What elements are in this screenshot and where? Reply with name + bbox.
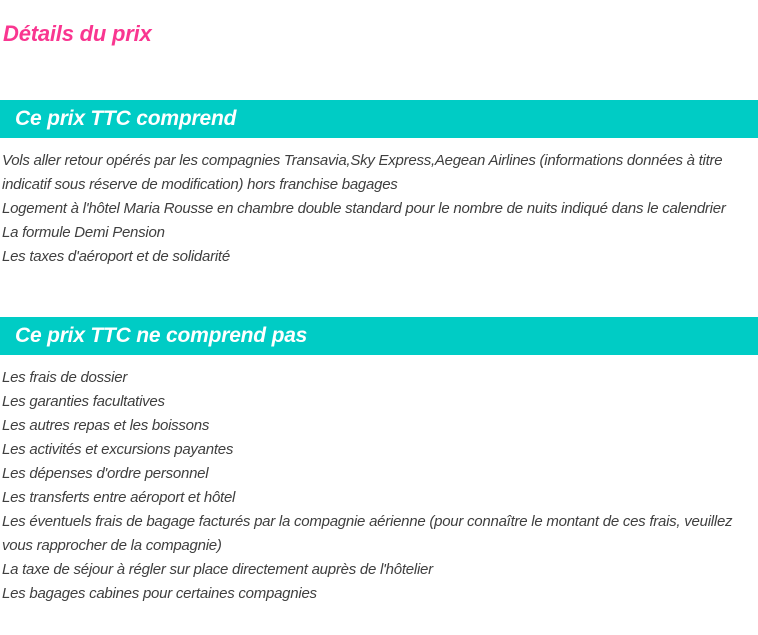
included-list (0, 138, 758, 269)
list-item: Les frais de dossier (2, 369, 128, 386)
list-item: La formule Demi Pension (2, 224, 165, 241)
list-item: Les taxes d'aéroport et de solidarité (2, 248, 230, 265)
list-item: Les garanties facultatives (2, 393, 165, 410)
page-title: Détails du prix (3, 21, 152, 46)
list-item: Vols aller retour opérés par les compagnies Transavia,Sky Express,Aegean Airlines (informations données à titre indicatif sous réserve de modification) hors franchise bagages (2, 152, 723, 193)
included-section-heading: Ce prix TTC comprend (0, 100, 758, 138)
list-item: La taxe de séjour à régler sur place directement auprès de l'hôtelier (2, 561, 433, 578)
section-price-not-included (0, 317, 758, 606)
list-item: Les éventuels frais de bagage facturés par la compagnie aérienne (pour connaître le montant de ces frais, veuillez vous rapprocher de la compagnie) (2, 513, 733, 554)
list-item: Les bagages cabines pour certaines compagnies (2, 585, 317, 602)
list-item: Logement à l'hôtel Maria Rousse en chambre double standard pour le nombre de nuits indiqué dans le calendrier (2, 200, 726, 217)
not-included-section-heading: Ce prix TTC ne comprend pas (0, 317, 758, 355)
list-item: Les transferts entre aéroport et hôtel (2, 489, 236, 506)
not-included-list (0, 355, 758, 606)
section-price-included (0, 100, 758, 269)
list-item: Les dépenses d'ordre personnel (2, 465, 209, 482)
list-item: Les autres repas et les boissons (2, 417, 210, 434)
list-item: Les activités et excursions payantes (2, 441, 234, 458)
